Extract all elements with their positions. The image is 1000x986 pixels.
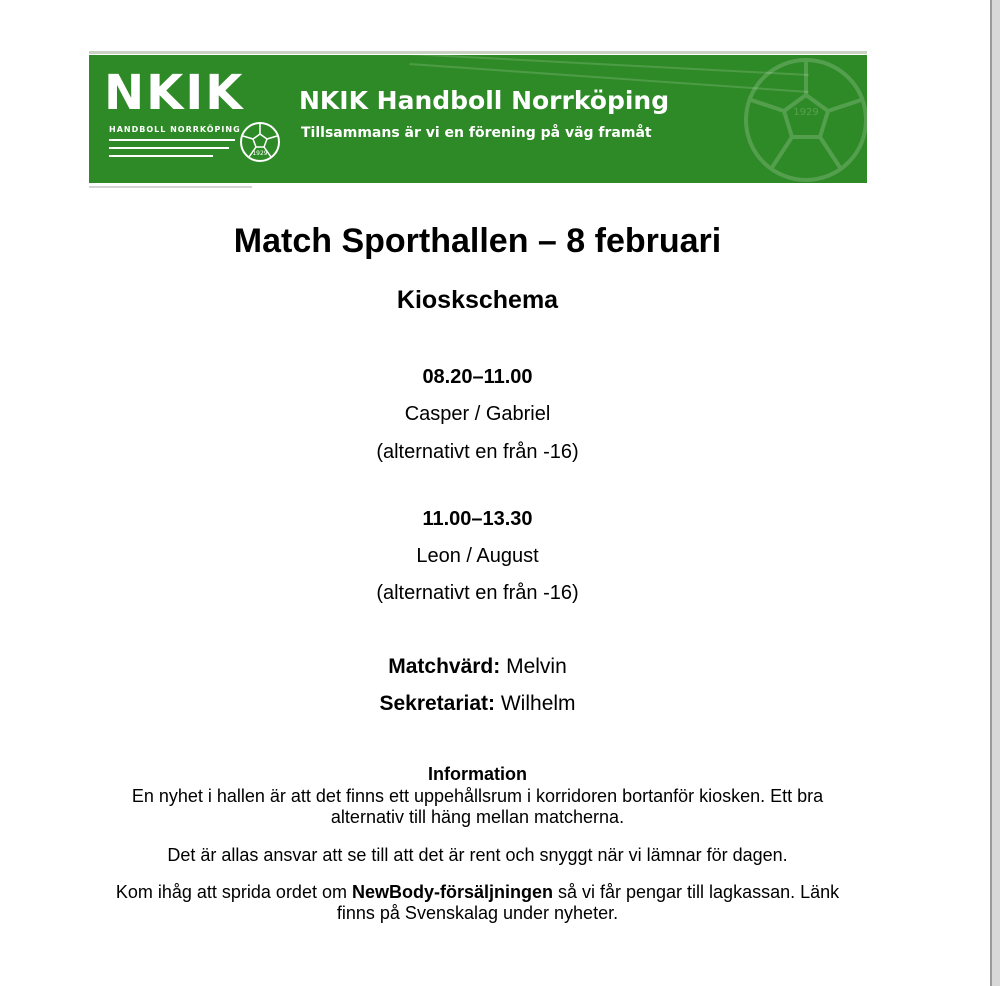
role-label: Sekretariat: bbox=[379, 692, 496, 715]
slot-time: 11.00–13.30 bbox=[422, 508, 533, 530]
background-ball-icon bbox=[741, 55, 867, 183]
banner-top-rule bbox=[89, 51, 867, 54]
brand-tagline: Tillsammans är vi en förening på väg framåt bbox=[301, 125, 652, 141]
role-sekretariat bbox=[0, 692, 955, 716]
page-title: Match Sporthallen – 8 februari bbox=[233, 222, 722, 260]
info-paragraph-1 bbox=[0, 786, 955, 828]
logo-ball-year: 1929 bbox=[252, 150, 268, 157]
slot-note: (alternativt en från -16) bbox=[376, 582, 579, 604]
logo-rule bbox=[109, 139, 235, 141]
club-banner bbox=[89, 55, 867, 183]
info-paragraph-3 bbox=[0, 882, 955, 924]
role-value: Melvin bbox=[506, 655, 567, 678]
newbody-highlight: NewBody-försäljningen bbox=[351, 882, 553, 902]
info-text: Kom ihåg att sprida ordet om bbox=[115, 882, 352, 902]
slot-names: Casper / Gabriel bbox=[404, 403, 551, 425]
info-line bbox=[0, 882, 955, 903]
banner-bottom-rule bbox=[89, 186, 252, 188]
info-heading: Information bbox=[428, 764, 527, 784]
info-text: så vi får pengar till lagkassan. Länk bbox=[552, 882, 840, 902]
logo-rule bbox=[109, 155, 213, 157]
window-edge bbox=[990, 0, 1000, 986]
page-subtitle: Kioskschema bbox=[396, 286, 559, 314]
brand-title: NKIK Handboll Norrköping bbox=[299, 86, 670, 115]
role-value: Wilhelm bbox=[500, 692, 576, 715]
club-logo: NKIK bbox=[104, 65, 245, 121]
handball-icon bbox=[239, 121, 281, 163]
role-matchvard bbox=[0, 655, 955, 679]
club-logo-subtext: HANDBOLL NORRKÖPING bbox=[109, 125, 241, 134]
background-ball-year: 1929 bbox=[793, 107, 819, 118]
slot-note: (alternativt en från -16) bbox=[376, 441, 579, 463]
info-line: alternativ till häng mellan matcherna. bbox=[330, 807, 625, 827]
info-line: En nyhet i hallen är att det finns ett uppehållsrum i korridoren bortanför kiosken. Ett bra bbox=[131, 786, 824, 806]
info-paragraph-2: Det är allas ansvar att se till att det är rent och snyggt när vi lämnar för dagen. bbox=[167, 845, 788, 865]
role-label: Matchvärd: bbox=[388, 655, 501, 678]
info-line: finns på Svenskalag under nyheter. bbox=[336, 903, 619, 923]
logo-rule bbox=[109, 147, 229, 149]
slot-names: Leon / August bbox=[416, 545, 539, 567]
slot-time: 08.20–11.00 bbox=[422, 366, 533, 388]
